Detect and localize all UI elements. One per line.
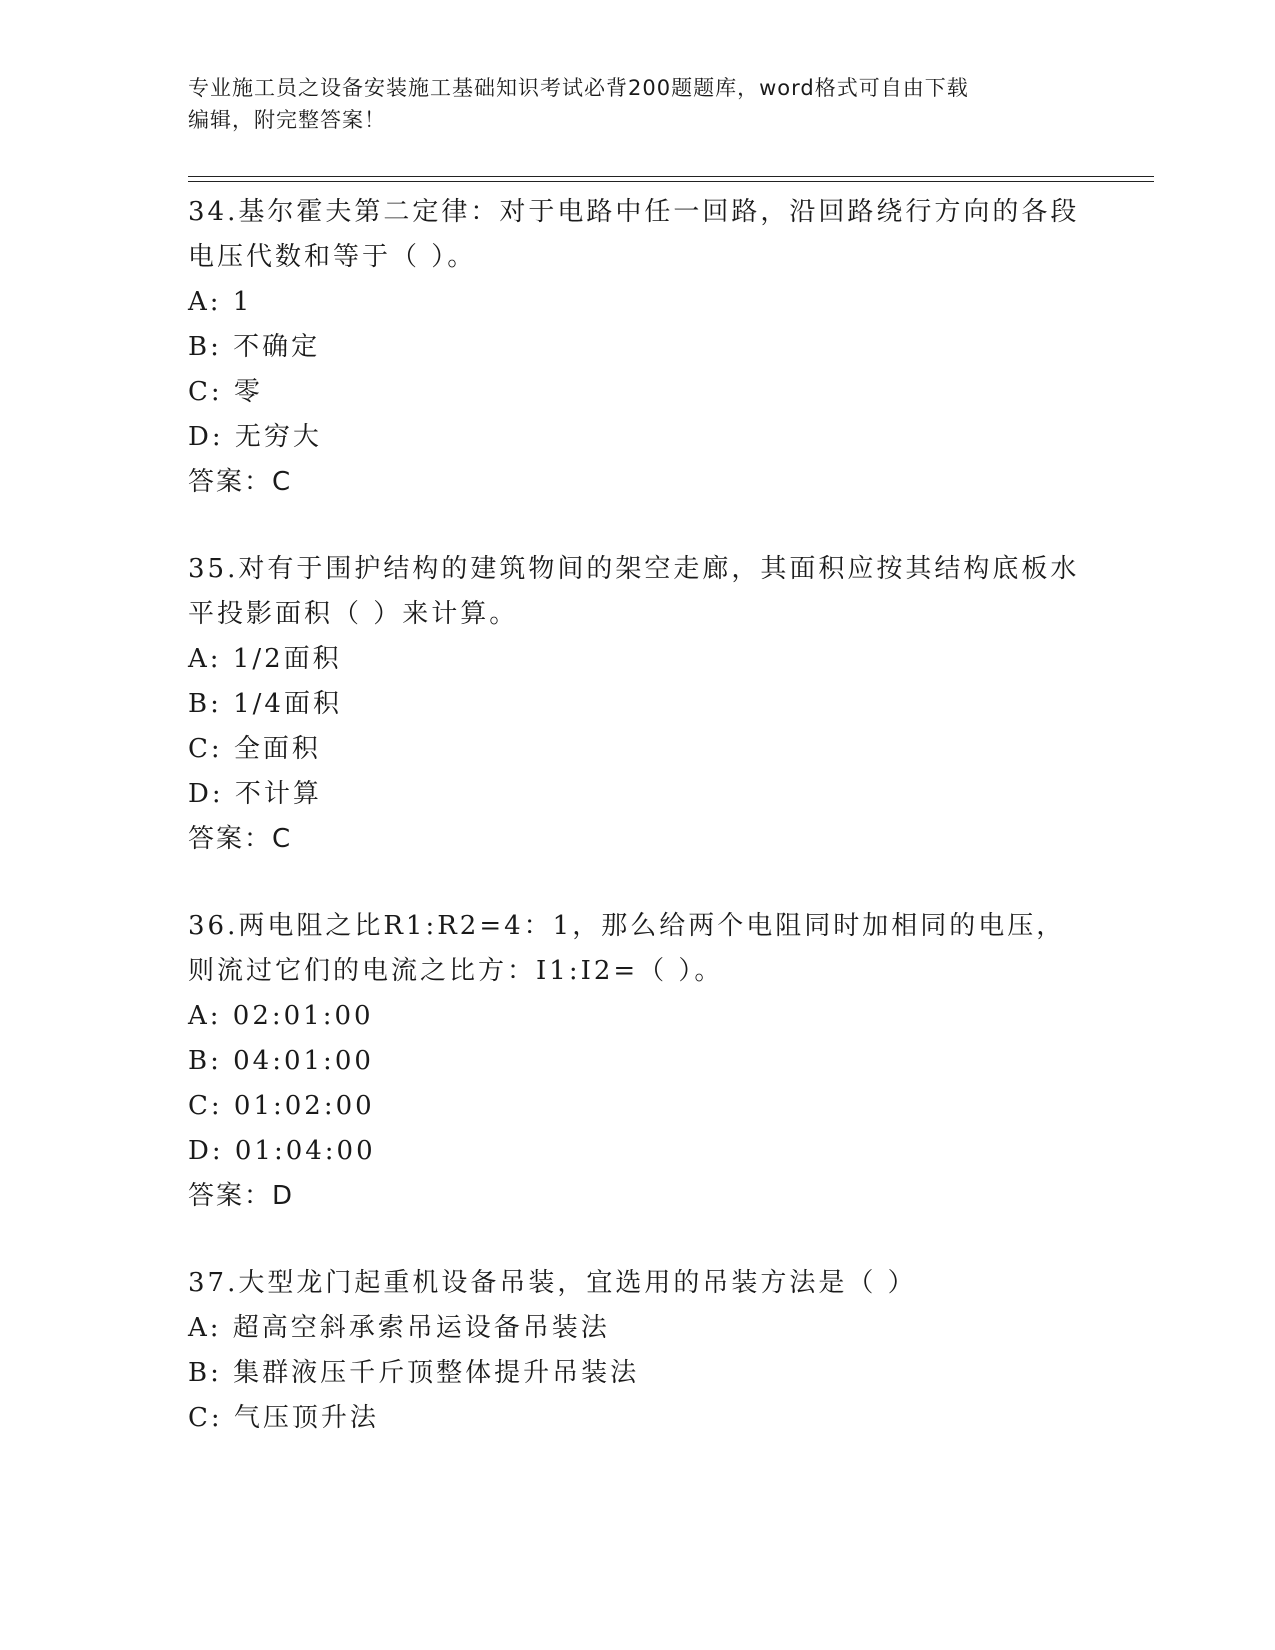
- answer-text: 答案：C: [188, 467, 293, 497]
- option-a: A: 超高空斜承索吊运设备吊装法: [188, 1313, 610, 1343]
- option-c: C: 全面积: [188, 734, 321, 764]
- question-36: [188, 904, 1088, 1219]
- option-d: D: 不计算: [188, 779, 322, 809]
- question-list: [188, 190, 1088, 1483]
- document-header: [188, 72, 1068, 136]
- question-text: 34.基尔霍夫第二定律：对于电路中任一回路，沿回路绕行方向的各段电压代数和等于（ ）。: [188, 197, 1080, 272]
- option-b: B: 集群液压千斤顶整体提升吊装法: [188, 1358, 640, 1388]
- header-divider-top: [188, 176, 1154, 177]
- option-a: A: 1/2面积: [188, 644, 342, 674]
- question-text: 36.两电阻之比R1:R2=4：1，那么给两个电阻同时加相同的电压，则流过它们的电流之比方：I1:I2=（ ）。: [188, 911, 1066, 986]
- option-d: D: 01:04:00: [188, 1136, 376, 1166]
- option-b: B: 不确定: [188, 332, 321, 362]
- option-b: B: 04:01:00: [188, 1046, 374, 1076]
- option-b: B: 1/4面积: [188, 689, 342, 719]
- question-text: 35.对有于围护结构的建筑物间的架空走廊，其面积应按其结构底板水平投影面积（ ）来计算。: [188, 554, 1080, 629]
- answer-text: 答案：C: [188, 824, 293, 854]
- header-title-line-1: 专业施工员之设备安装施工基础知识考试必背200题题库，word格式可自由下载: [188, 76, 969, 100]
- option-a: A: 1: [188, 287, 253, 317]
- question-34: [188, 190, 1088, 505]
- option-c: C: 01:02:00: [188, 1091, 375, 1121]
- question-text: 37.大型龙门起重机设备吊装，宜选用的吊装方法是（ ）: [188, 1268, 917, 1298]
- option-d: D: 无穷大: [188, 422, 322, 452]
- header-divider-bottom: [188, 181, 1154, 182]
- option-c: C: 零: [188, 377, 263, 407]
- question-35: [188, 547, 1088, 862]
- option-c: C: 气压顶升法: [188, 1403, 379, 1433]
- question-37: [188, 1261, 1088, 1441]
- answer-text: 答案：D: [188, 1181, 295, 1211]
- header-title-line-2: 编辑，附完整答案！: [188, 108, 386, 132]
- option-a: A: 02:01:00: [188, 1001, 374, 1031]
